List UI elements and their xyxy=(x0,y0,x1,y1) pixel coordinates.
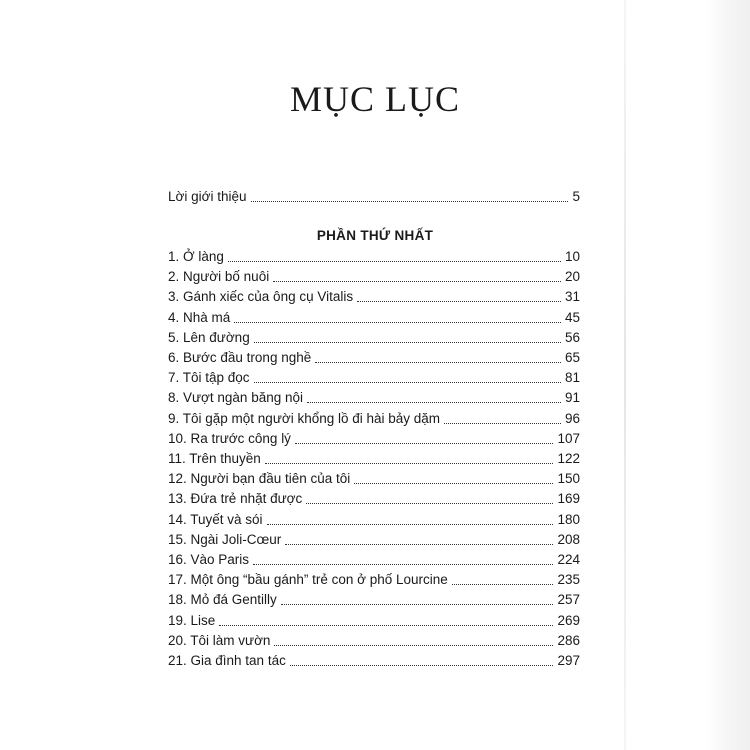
toc-row-chapter xyxy=(168,286,580,306)
toc-leader xyxy=(444,423,561,424)
toc-page-number: 235 xyxy=(557,572,580,588)
toc-label: 10. Ra trước công lý xyxy=(168,430,291,446)
toc-page-number: 208 xyxy=(557,531,580,547)
toc-row-chapter xyxy=(168,327,580,347)
toc-row-intro xyxy=(168,186,580,206)
toc-page-number: 45 xyxy=(564,309,580,325)
toc-leader xyxy=(251,201,569,202)
toc-label: 7. Tôi tập đọc xyxy=(168,370,250,386)
toc-row-chapter xyxy=(168,549,580,569)
toc-leader xyxy=(254,382,561,383)
toc-row-chapter xyxy=(168,266,580,286)
toc-label: 16. Vào Paris xyxy=(168,552,250,567)
toc-label: 5. Lên đường xyxy=(168,329,250,345)
toc-row-chapter xyxy=(168,630,580,650)
toc-row-chapter xyxy=(168,307,580,327)
toc-page-number: 20 xyxy=(564,269,580,285)
toc-page-number: 224 xyxy=(557,552,580,567)
toc-label: 17. Một ông “bầu gánh” trẻ con ở phố Lourcine xyxy=(168,572,448,588)
toc-leader xyxy=(267,524,554,525)
toc-label: 18. Mỏ đá Gentilly xyxy=(168,592,277,608)
toc-label: 13. Đứa trẻ nhặt được xyxy=(168,491,303,507)
toc-leader xyxy=(354,483,553,484)
toc-page-number: 297 xyxy=(557,653,580,668)
toc-leader xyxy=(315,362,561,363)
toc-page-number: 257 xyxy=(557,592,580,608)
toc-leader xyxy=(307,402,561,403)
toc-leader xyxy=(219,625,553,626)
toc-leader xyxy=(254,342,561,343)
toc-label: Lời giới thiệu xyxy=(168,189,247,204)
toc-leader xyxy=(452,584,554,585)
toc-row-chapter xyxy=(168,387,580,407)
toc-label: 6. Bước đầu trong nghề xyxy=(168,350,312,365)
toc-label: 1. Ở làng xyxy=(168,249,224,264)
toc-row-chapter xyxy=(168,650,580,670)
toc-page-number: 31 xyxy=(564,289,580,305)
toc-page-number: 269 xyxy=(557,612,580,628)
toc-page-number: 96 xyxy=(564,410,580,426)
toc-label: 4. Nhà má xyxy=(168,309,231,325)
toc-page-number: 169 xyxy=(557,491,580,507)
toc-row-chapter xyxy=(168,367,580,387)
toc-label: 15. Ngài Joli-Cœur xyxy=(168,531,282,547)
toc-label: 14. Tuyết và sói xyxy=(168,511,263,527)
toc-label: 9. Tôi gặp một người khổng lồ đi hài bảy dặm xyxy=(168,410,441,426)
toc-leader xyxy=(306,503,553,504)
toc-leader xyxy=(285,544,553,545)
toc-leader xyxy=(228,261,561,262)
toc-page-number: 150 xyxy=(557,471,580,487)
toc-row-chapter xyxy=(168,488,580,508)
toc-label: 20. Tôi làm vườn xyxy=(168,632,271,648)
toc-row-chapter xyxy=(168,246,580,266)
toc-row-chapter xyxy=(168,610,580,630)
toc-label: 8. Vượt ngàn băng nội xyxy=(168,390,303,406)
toc-label: 19. Lise xyxy=(168,612,216,628)
toc-page-number: 56 xyxy=(564,329,580,345)
toc-label: 12. Người bạn đầu tiên của tôi xyxy=(168,471,351,487)
toc-label: 2. Người bố nuôi xyxy=(168,269,270,285)
toc-leader xyxy=(253,564,553,565)
toc-leader xyxy=(265,463,554,464)
toc-row-chapter xyxy=(168,408,580,428)
toc-row-chapter xyxy=(168,569,580,589)
toc-leader xyxy=(234,322,561,323)
toc-leader xyxy=(274,645,553,646)
toc-label: 3. Gánh xiếc của ông cụ Vitalis xyxy=(168,289,354,305)
toc-leader xyxy=(295,443,554,444)
toc-label: 21. Gia đình tan tác xyxy=(168,653,286,668)
toc-leader xyxy=(290,665,554,666)
toc-row-chapter xyxy=(168,428,580,448)
toc-page-number: 180 xyxy=(557,511,580,527)
toc-leader xyxy=(281,604,554,605)
toc-row-chapter xyxy=(168,448,580,468)
toc-page-number: 5 xyxy=(572,189,580,204)
toc-page-number: 91 xyxy=(564,390,580,406)
toc-row-chapter xyxy=(168,529,580,549)
toc-row-chapter xyxy=(168,509,580,529)
toc-row-chapter xyxy=(168,347,580,367)
toc-label: 11. Trên thuyền xyxy=(168,451,261,466)
toc-page-number: 65 xyxy=(564,350,580,365)
toc-leader xyxy=(357,301,561,302)
toc-page-number: 122 xyxy=(557,451,580,466)
toc-page-number: 107 xyxy=(557,430,580,446)
toc-row-chapter xyxy=(168,589,580,609)
toc-page-number: 81 xyxy=(564,370,580,386)
part-heading: PHẦN THỨ NHẤT xyxy=(316,228,434,243)
toc-leader xyxy=(273,281,561,282)
toc-page-number: 286 xyxy=(557,632,580,648)
toc-page-number: 10 xyxy=(564,249,580,264)
page-title: MỤC LỤC xyxy=(289,79,461,119)
toc-row-chapter xyxy=(168,468,580,488)
